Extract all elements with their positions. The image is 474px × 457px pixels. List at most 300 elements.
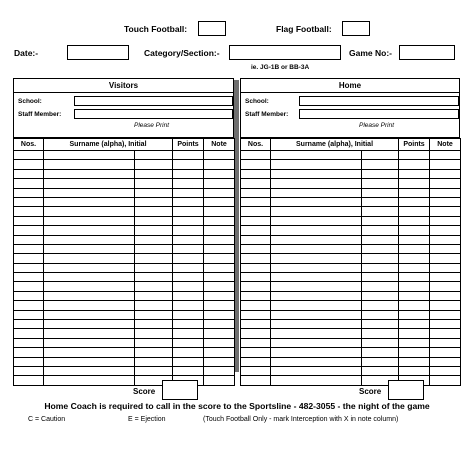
visitors-note-cell[interactable] — [204, 301, 235, 310]
home-nos-cell[interactable] — [241, 291, 271, 300]
visitors-points-cell[interactable] — [173, 235, 204, 244]
home-note-cell[interactable] — [430, 366, 461, 375]
visitors-initial-cell[interactable] — [135, 291, 173, 300]
visitors-roster-row — [14, 329, 235, 338]
visitors-roster-row — [14, 366, 235, 375]
visitors-nos-cell[interactable] — [14, 160, 44, 169]
visitors-surname-cell[interactable] — [44, 310, 135, 319]
visitors-note-cell[interactable] — [204, 348, 235, 357]
home-surname-cell[interactable] — [271, 329, 362, 338]
visitors-surname-cell[interactable] — [44, 216, 135, 225]
visitors-initial-cell[interactable] — [135, 244, 173, 253]
home-points-cell[interactable] — [399, 216, 430, 225]
home-points-cell[interactable] — [399, 357, 430, 366]
visitors-initial-cell[interactable] — [135, 169, 173, 178]
visitors-initial-cell[interactable] — [135, 348, 173, 357]
home-surname-cell[interactable] — [271, 291, 362, 300]
home-surname-cell[interactable] — [271, 301, 362, 310]
home-roster-row — [241, 301, 461, 310]
visitors-nos-cell[interactable] — [14, 197, 44, 206]
date-label: Date:- — [14, 48, 39, 58]
visitors-points-cell[interactable] — [173, 348, 204, 357]
home-points-cell[interactable] — [399, 348, 430, 357]
game-no-field[interactable] — [399, 45, 455, 60]
visitors-school-label: School: — [18, 98, 42, 105]
visitors-points-cell[interactable] — [173, 366, 204, 375]
home-note-cell[interactable] — [430, 188, 461, 197]
home-note-cell[interactable] — [430, 226, 461, 235]
visitors-surname-cell[interactable] — [44, 179, 135, 188]
home-note-cell[interactable] — [430, 376, 461, 385]
visitors-note-cell[interactable] — [204, 244, 235, 253]
visitors-nos-cell[interactable] — [14, 151, 44, 160]
visitors-nos-cell[interactable] — [14, 207, 44, 216]
visitors-col-surname: Surname (alpha), Initial — [44, 139, 173, 151]
home-staff-field[interactable] — [299, 109, 459, 119]
home-note-cell[interactable] — [430, 291, 461, 300]
visitors-roster-row — [14, 254, 235, 263]
visitors-nos-cell[interactable] — [14, 357, 44, 366]
home-please-print: Please Print — [359, 122, 395, 129]
visitors-initial-cell[interactable] — [135, 301, 173, 310]
visitors-initial-cell[interactable] — [135, 160, 173, 169]
home-points-cell[interactable] — [399, 235, 430, 244]
home-nos-cell[interactable] — [241, 338, 271, 347]
home-note-cell[interactable] — [430, 207, 461, 216]
game-no-label: Game No:- — [349, 48, 392, 58]
visitors-nos-cell[interactable] — [14, 273, 44, 282]
visitors-surname-cell[interactable] — [44, 207, 135, 216]
visitors-nos-cell[interactable] — [14, 301, 44, 310]
home-initial-cell[interactable] — [362, 310, 399, 319]
visitors-initial-cell[interactable] — [135, 179, 173, 188]
home-school-field[interactable] — [299, 96, 459, 106]
visitors-nos-cell[interactable] — [14, 320, 44, 329]
home-initial-cell[interactable] — [362, 366, 399, 375]
visitors-points-cell[interactable] — [173, 169, 204, 178]
home-nos-cell[interactable] — [241, 216, 271, 225]
home-roster-row — [241, 169, 461, 178]
visitors-roster-row — [14, 376, 235, 385]
home-surname-cell[interactable] — [271, 357, 362, 366]
home-surname-cell[interactable] — [271, 366, 362, 375]
visitors-note-cell[interactable] — [204, 357, 235, 366]
visitors-note-cell[interactable] — [204, 273, 235, 282]
home-nos-cell[interactable] — [241, 254, 271, 263]
home-initial-cell[interactable] — [362, 235, 399, 244]
visitors-roster-row — [14, 151, 235, 160]
home-note-cell[interactable] — [430, 273, 461, 282]
home-nos-cell[interactable] — [241, 179, 271, 188]
visitors-note-cell[interactable] — [204, 151, 235, 160]
visitors-roster-row — [14, 207, 235, 216]
home-nos-cell[interactable] — [241, 310, 271, 319]
home-surname-cell[interactable] — [271, 376, 362, 385]
home-roster-row — [241, 188, 461, 197]
home-initial-cell[interactable] — [362, 179, 399, 188]
home-points-cell[interactable] — [399, 160, 430, 169]
visitors-points-cell[interactable] — [173, 207, 204, 216]
visitors-nos-cell[interactable] — [14, 169, 44, 178]
home-surname-cell[interactable] — [271, 216, 362, 225]
home-note-cell[interactable] — [430, 282, 461, 291]
home-nos-cell[interactable] — [241, 366, 271, 375]
home-nos-cell[interactable] — [241, 301, 271, 310]
visitors-nos-cell[interactable] — [14, 254, 44, 263]
home-nos-cell[interactable] — [241, 207, 271, 216]
home-points-cell[interactable] — [399, 310, 430, 319]
visitors-roster-row — [14, 235, 235, 244]
home-col-points: Points — [399, 139, 430, 151]
home-nos-cell[interactable] — [241, 376, 271, 385]
visitors-initial-cell[interactable] — [135, 310, 173, 319]
home-roster-row — [241, 160, 461, 169]
home-surname-cell[interactable] — [271, 263, 362, 272]
home-nos-cell[interactable] — [241, 357, 271, 366]
home-surname-cell[interactable] — [271, 197, 362, 206]
home-note-cell[interactable] — [430, 329, 461, 338]
visitors-nos-cell[interactable] — [14, 226, 44, 235]
visitors-note-cell[interactable] — [204, 320, 235, 329]
home-points-cell[interactable] — [399, 282, 430, 291]
home-initial-cell[interactable] — [362, 151, 399, 160]
visitors-nos-cell[interactable] — [14, 244, 44, 253]
visitors-note-cell[interactable] — [204, 282, 235, 291]
home-note-cell[interactable] — [430, 263, 461, 272]
visitors-roster-row — [14, 357, 235, 366]
flag-football-checkbox[interactable] — [342, 21, 370, 36]
visitors-roster-row — [14, 282, 235, 291]
visitors-points-cell[interactable] — [173, 254, 204, 263]
home-note-cell[interactable] — [430, 254, 461, 263]
home-nos-cell[interactable] — [241, 320, 271, 329]
visitors-note-cell[interactable] — [204, 235, 235, 244]
home-surname-cell[interactable] — [271, 207, 362, 216]
visitors-surname-cell[interactable] — [44, 320, 135, 329]
visitors-surname-cell[interactable] — [44, 273, 135, 282]
visitors-initial-cell[interactable] — [135, 357, 173, 366]
home-nos-cell[interactable] — [241, 151, 271, 160]
visitors-score-label: Score — [133, 387, 156, 396]
visitors-note-cell[interactable] — [204, 226, 235, 235]
home-points-cell[interactable] — [399, 169, 430, 178]
home-note-cell[interactable] — [430, 338, 461, 347]
visitors-initial-cell[interactable] — [135, 235, 173, 244]
home-surname-cell[interactable] — [271, 188, 362, 197]
home-roster-row — [241, 226, 461, 235]
home-points-cell[interactable] — [399, 151, 430, 160]
visitors-initial-cell[interactable] — [135, 263, 173, 272]
home-note-cell[interactable] — [430, 235, 461, 244]
home-nos-cell[interactable] — [241, 188, 271, 197]
home-note-cell[interactable] — [430, 151, 461, 160]
visitors-surname-cell[interactable] — [44, 348, 135, 357]
visitors-nos-cell[interactable] — [14, 366, 44, 375]
home-surname-cell[interactable] — [271, 244, 362, 253]
visitors-initial-cell[interactable] — [135, 282, 173, 291]
visitors-points-cell[interactable] — [173, 160, 204, 169]
visitors-initial-cell[interactable] — [135, 216, 173, 225]
home-roster-row — [241, 357, 461, 366]
home-points-cell[interactable] — [399, 207, 430, 216]
home-nos-cell[interactable] — [241, 329, 271, 338]
visitors-initial-cell[interactable] — [135, 188, 173, 197]
home-initial-cell[interactable] — [362, 226, 399, 235]
visitors-nos-cell[interactable] — [14, 188, 44, 197]
home-surname-cell[interactable] — [271, 282, 362, 291]
visitors-surname-cell[interactable] — [44, 169, 135, 178]
visitors-points-cell[interactable] — [173, 273, 204, 282]
home-points-cell[interactable] — [399, 338, 430, 347]
visitors-nos-cell[interactable] — [14, 291, 44, 300]
home-points-cell[interactable] — [399, 320, 430, 329]
home-note-cell[interactable] — [430, 348, 461, 357]
visitors-surname-cell[interactable] — [44, 226, 135, 235]
home-note-cell[interactable] — [430, 169, 461, 178]
home-points-cell[interactable] — [399, 273, 430, 282]
visitors-score-field[interactable] — [162, 380, 198, 400]
visitors-roster-row — [14, 301, 235, 310]
visitors-note-cell[interactable] — [204, 366, 235, 375]
visitors-surname-cell[interactable] — [44, 188, 135, 197]
home-points-cell[interactable] — [399, 366, 430, 375]
home-points-cell[interactable] — [399, 329, 430, 338]
visitors-points-cell[interactable] — [173, 188, 204, 197]
home-initial-cell[interactable] — [362, 348, 399, 357]
home-nos-cell[interactable] — [241, 226, 271, 235]
home-initial-cell[interactable] — [362, 207, 399, 216]
visitors-nos-cell[interactable] — [14, 263, 44, 272]
visitors-surname-cell[interactable] — [44, 263, 135, 272]
home-surname-cell[interactable] — [271, 169, 362, 178]
visitors-note-cell[interactable] — [204, 179, 235, 188]
visitors-points-cell[interactable] — [173, 197, 204, 206]
home-surname-cell[interactable] — [271, 254, 362, 263]
home-title: Home — [241, 79, 459, 93]
home-note-cell[interactable] — [430, 310, 461, 319]
home-surname-cell[interactable] — [271, 338, 362, 347]
visitors-note-cell[interactable] — [204, 197, 235, 206]
home-nos-cell[interactable] — [241, 282, 271, 291]
caution-legend: C = Caution — [28, 416, 66, 423]
visitors-staff-label: Staff Member: — [18, 111, 62, 118]
home-roster-row — [241, 376, 461, 385]
category-section-field[interactable] — [229, 45, 341, 60]
home-note-cell[interactable] — [430, 197, 461, 206]
visitors-nos-cell[interactable] — [14, 235, 44, 244]
visitors-points-cell[interactable] — [173, 357, 204, 366]
home-nos-cell[interactable] — [241, 263, 271, 272]
visitors-surname-cell[interactable] — [44, 376, 135, 385]
visitors-surname-cell[interactable] — [44, 244, 135, 253]
touch-note-legend: (Touch Football Only - mark Interception with X in note column) — [203, 416, 399, 423]
visitors-points-cell[interactable] — [173, 179, 204, 188]
home-initial-cell[interactable] — [362, 197, 399, 206]
visitors-points-cell[interactable] — [173, 291, 204, 300]
visitors-surname-cell[interactable] — [44, 235, 135, 244]
visitors-nos-cell[interactable] — [14, 376, 44, 385]
home-initial-cell[interactable] — [362, 273, 399, 282]
visitors-nos-cell[interactable] — [14, 338, 44, 347]
home-points-cell[interactable] — [399, 188, 430, 197]
home-initial-cell[interactable] — [362, 160, 399, 169]
home-roster-row — [241, 216, 461, 225]
home-initial-cell[interactable] — [362, 169, 399, 178]
visitors-points-cell[interactable] — [173, 310, 204, 319]
visitors-note-cell[interactable] — [204, 291, 235, 300]
visitors-roster-row — [14, 338, 235, 347]
visitors-initial-cell[interactable] — [135, 273, 173, 282]
visitors-surname-cell[interactable] — [44, 329, 135, 338]
home-surname-cell[interactable] — [271, 320, 362, 329]
home-roster-row — [241, 179, 461, 188]
visitors-points-cell[interactable] — [173, 263, 204, 272]
home-points-cell[interactable] — [399, 179, 430, 188]
home-surname-cell[interactable] — [271, 235, 362, 244]
visitors-nos-cell[interactable] — [14, 310, 44, 319]
home-score-field[interactable] — [388, 380, 424, 400]
home-note-cell[interactable] — [430, 244, 461, 253]
visitors-note-cell[interactable] — [204, 188, 235, 197]
visitors-panel — [13, 78, 234, 138]
visitors-note-cell[interactable] — [204, 216, 235, 225]
visitors-initial-cell[interactable] — [135, 366, 173, 375]
visitors-points-cell[interactable] — [173, 244, 204, 253]
home-initial-cell[interactable] — [362, 291, 399, 300]
home-roster-row — [241, 348, 461, 357]
visitors-note-cell[interactable] — [204, 376, 235, 385]
home-initial-cell[interactable] — [362, 357, 399, 366]
visitors-surname-cell[interactable] — [44, 282, 135, 291]
visitors-surname-cell[interactable] — [44, 366, 135, 375]
home-roster-row — [241, 244, 461, 253]
visitors-nos-cell[interactable] — [14, 348, 44, 357]
visitors-surname-cell[interactable] — [44, 254, 135, 263]
home-note-cell[interactable] — [430, 301, 461, 310]
home-note-cell[interactable] — [430, 160, 461, 169]
home-nos-cell[interactable] — [241, 160, 271, 169]
home-surname-cell[interactable] — [271, 226, 362, 235]
visitors-initial-cell[interactable] — [135, 329, 173, 338]
home-surname-cell[interactable] — [271, 160, 362, 169]
visitors-nos-cell[interactable] — [14, 216, 44, 225]
home-note-cell[interactable] — [430, 216, 461, 225]
visitors-initial-cell[interactable] — [135, 197, 173, 206]
home-nos-cell[interactable] — [241, 169, 271, 178]
visitors-surname-cell[interactable] — [44, 151, 135, 160]
visitors-roster-row — [14, 226, 235, 235]
visitors-please-print: Please Print — [134, 122, 170, 129]
visitors-surname-cell[interactable] — [44, 197, 135, 206]
home-nos-cell[interactable] — [241, 273, 271, 282]
visitors-nos-cell[interactable] — [14, 179, 44, 188]
home-nos-cell[interactable] — [241, 235, 271, 244]
visitors-points-cell[interactable] — [173, 320, 204, 329]
visitors-points-cell[interactable] — [173, 216, 204, 225]
home-surname-cell[interactable] — [271, 151, 362, 160]
home-points-cell[interactable] — [399, 263, 430, 272]
visitors-nos-cell[interactable] — [14, 329, 44, 338]
home-initial-cell[interactable] — [362, 254, 399, 263]
home-initial-cell[interactable] — [362, 244, 399, 253]
home-surname-cell[interactable] — [271, 179, 362, 188]
home-nos-cell[interactable] — [241, 244, 271, 253]
home-points-cell[interactable] — [399, 301, 430, 310]
visitors-points-cell[interactable] — [173, 301, 204, 310]
visitors-roster-row — [14, 188, 235, 197]
visitors-points-cell[interactable] — [173, 282, 204, 291]
home-initial-cell[interactable] — [362, 216, 399, 225]
home-surname-cell[interactable] — [271, 348, 362, 357]
touch-football-checkbox[interactable] — [198, 21, 226, 36]
visitors-note-cell[interactable] — [204, 338, 235, 347]
home-initial-cell[interactable] — [362, 329, 399, 338]
visitors-nos-cell[interactable] — [14, 282, 44, 291]
visitors-initial-cell[interactable] — [135, 151, 173, 160]
visitors-surname-cell[interactable] — [44, 338, 135, 347]
visitors-surname-cell[interactable] — [44, 357, 135, 366]
visitors-note-cell[interactable] — [204, 254, 235, 263]
visitors-roster-header — [14, 139, 235, 151]
visitors-initial-cell[interactable] — [135, 338, 173, 347]
visitors-note-cell[interactable] — [204, 207, 235, 216]
visitors-points-cell[interactable] — [173, 338, 204, 347]
visitors-surname-cell[interactable] — [44, 160, 135, 169]
home-surname-cell[interactable] — [271, 310, 362, 319]
visitors-staff-field[interactable] — [74, 109, 233, 119]
home-initial-cell[interactable] — [362, 282, 399, 291]
visitors-roster-row — [14, 263, 235, 272]
visitors-roster-table — [13, 138, 235, 386]
visitors-initial-cell[interactable] — [135, 226, 173, 235]
home-initial-cell[interactable] — [362, 320, 399, 329]
home-roster-row — [241, 263, 461, 272]
home-note-cell[interactable] — [430, 320, 461, 329]
home-nos-cell[interactable] — [241, 197, 271, 206]
visitors-note-cell[interactable] — [204, 329, 235, 338]
home-surname-cell[interactable] — [271, 273, 362, 282]
visitors-note-cell[interactable] — [204, 310, 235, 319]
visitors-note-cell[interactable] — [204, 160, 235, 169]
category-hint: ie. JG-1B or BB-3A — [251, 64, 310, 71]
date-field[interactable] — [67, 45, 129, 60]
home-initial-cell[interactable] — [362, 301, 399, 310]
visitors-surname-cell[interactable] — [44, 301, 135, 310]
visitors-note-cell[interactable] — [204, 169, 235, 178]
home-points-cell[interactable] — [399, 197, 430, 206]
visitors-school-field[interactable] — [74, 96, 233, 106]
visitors-points-cell[interactable] — [173, 329, 204, 338]
home-note-cell[interactable] — [430, 179, 461, 188]
visitors-note-cell[interactable] — [204, 263, 235, 272]
home-initial-cell[interactable] — [362, 263, 399, 272]
visitors-initial-cell[interactable] — [135, 254, 173, 263]
home-initial-cell[interactable] — [362, 338, 399, 347]
home-initial-cell[interactable] — [362, 188, 399, 197]
visitors-points-cell[interactable] — [173, 226, 204, 235]
home-roster-row — [241, 273, 461, 282]
visitors-initial-cell[interactable] — [135, 320, 173, 329]
home-points-cell[interactable] — [399, 244, 430, 253]
visitors-surname-cell[interactable] — [44, 291, 135, 300]
home-note-cell[interactable] — [430, 357, 461, 366]
visitors-initial-cell[interactable] — [135, 207, 173, 216]
home-points-cell[interactable] — [399, 226, 430, 235]
visitors-points-cell[interactable] — [173, 151, 204, 160]
home-points-cell[interactable] — [399, 254, 430, 263]
home-nos-cell[interactable] — [241, 348, 271, 357]
home-points-cell[interactable] — [399, 291, 430, 300]
